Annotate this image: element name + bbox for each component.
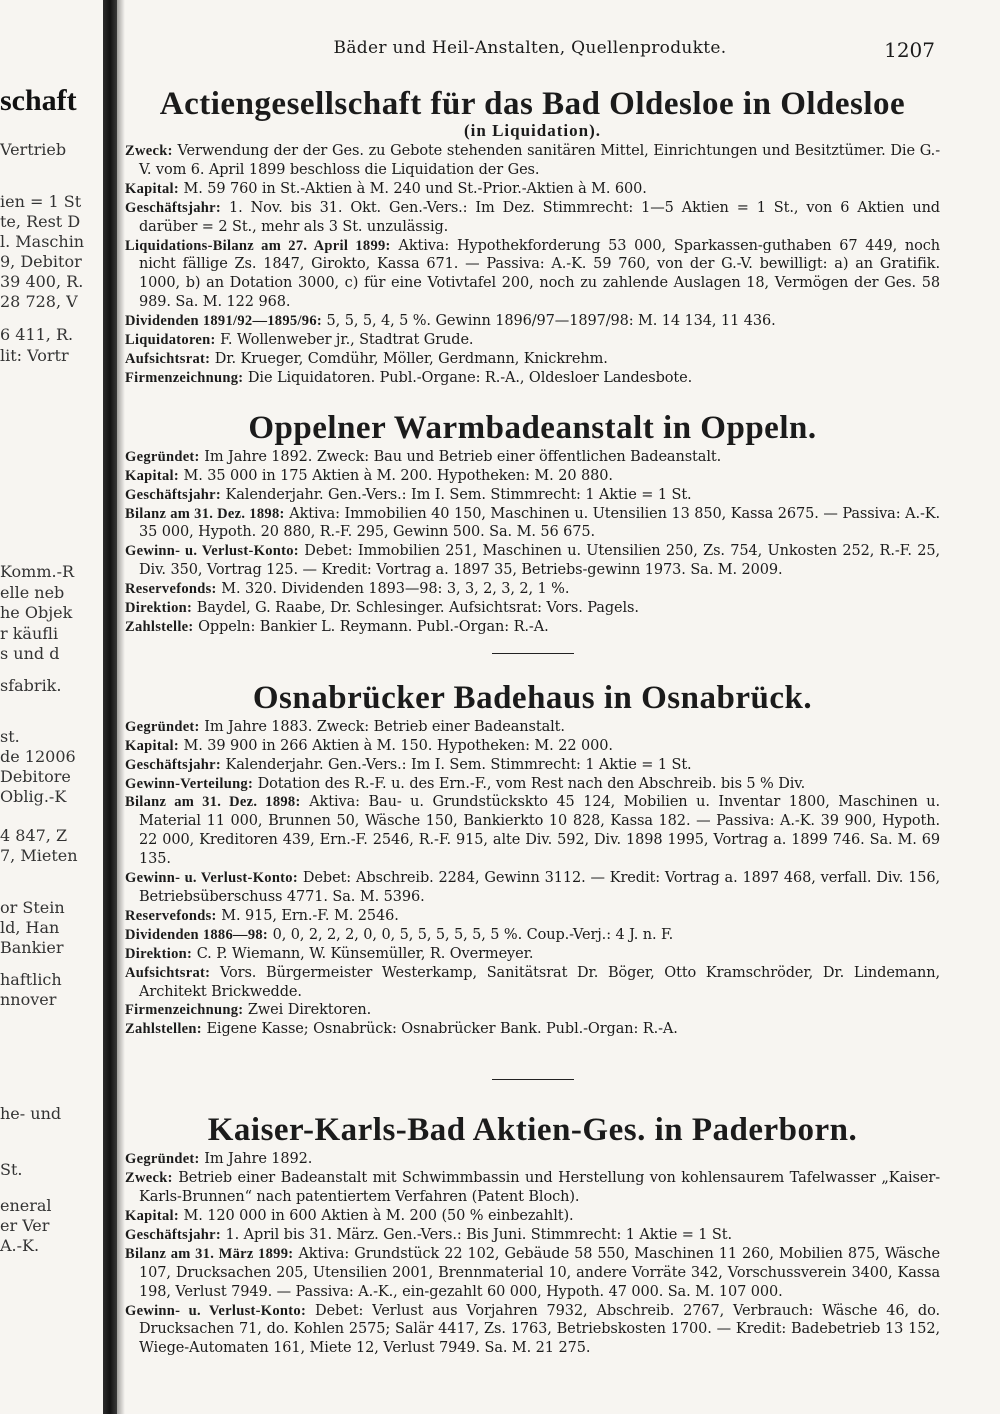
prev-page-fragment: ld, Han [0,918,60,937]
prev-page-fragment: 6 411, R. [0,325,74,344]
prev-page-fragment: he- und [0,1104,62,1123]
field-label: Geschäftsjahr: [125,1226,222,1243]
field-text: M. 915, Ern.-F. M. 2546. [221,907,399,924]
field-text: Oppeln: Bankier L. Reymann. Publ.-Organ: R.-A. [198,618,549,635]
company-field [125,467,940,486]
running-title: Bäder und Heil-Anstalten, Quellenprodukte. [333,38,727,58]
prev-page-fragment: or Stein [0,898,65,917]
field-label: Liquidatoren: [125,332,216,349]
company-field [125,775,940,794]
company-field [125,350,940,369]
field-label: Reservefonds: [125,581,217,598]
company-field [125,1150,940,1169]
company-field [125,448,940,467]
field-text: Im Jahre 1892. Zweck: Bau und Betrieb einer öffentlichen Badeanstalt. [204,448,722,465]
page-number: 1207 [884,38,935,62]
field-text: Dr. Krueger, Comdühr, Möller, Gerdmann, Knickrehm. [214,350,608,367]
gutter-shadow [117,0,125,1414]
field-text: C. P. Wiemann, W. Künsemüller, R. Overmeyer. [196,945,534,962]
company-field [125,542,940,580]
prev-page-fragment: l. Maschin [0,232,85,251]
field-label: Gewinn- u. Verlust-Konto: [125,543,299,560]
prev-page-fragment: s und d [0,644,60,663]
company-field [125,180,940,199]
company-field [125,945,940,964]
field-text: Aktiva: Hypothekforderung 53 000, Sparkassen-guthaben 67 449, noch nicht fällige Zs. 1847, Girokto, Kassa 671. — Passiva: A.-K. 59 760, von der G.-V. bewilligt: a) an Gratifik. 1000, b) an Dotation 3000, c) für eine Votivtafel 200, noch zu zahlende Auslagen 18, Vermögen der Ges. 58 989. Sa. M. 122 968. [139,237,941,311]
previous-page-margin [0,0,104,1414]
field-label: Gegründet: [125,718,200,735]
company-field [125,331,940,350]
company-field [125,1020,940,1039]
prev-page-fragment: he Objek [0,603,73,622]
field-text: M. 120 000 in 600 Aktien à M. 200 (50 % einbezahlt). [183,1207,574,1224]
prev-page-fragment: er Ver [0,1216,50,1235]
company-field [125,793,940,869]
field-text: Aktiva: Bau- u. Grundstückskto 45 124, Mobilien u. Inventar 1800, Maschinen u. Material 11 000, Brunnen 50, Wäsche 150, Bankierkto 10 828, Kassa 182. — Passiva: A.-K. 39 900, Hypoth. 22 000, Kreditoren 439, Ern.-F. 2546, R.-F. 915, alte Div. 592, Div. 1898 1995, Vortrag a. 1899 746. Sa. M. 69 135. [139,794,940,868]
field-text: Zwei Direktoren. [247,1002,372,1019]
company-field [125,1226,940,1245]
field-label: Firmenzeichnung: [125,1002,244,1019]
prev-page-fragment: Oblig.-K [0,787,67,806]
prev-page-fragment: Vertrieb [0,140,67,159]
field-label: Kapital: [125,180,179,197]
prev-page-fragment: 39 400, R. [0,272,84,291]
field-label: Zahlstellen: [125,1021,202,1038]
prev-page-fragment: A.-K. [0,1236,40,1255]
field-label: Firmenzeichnung: [125,369,244,386]
company-subtitle: (in Liquidation). [464,121,601,140]
company-field [125,1169,940,1207]
prev-page-fragment: 4 847, Z [0,826,68,845]
company-field [125,312,940,331]
field-text: Debet: Immobilien 251, Maschinen u. Utensilien 250, Zs. 754, Unkosten 252, R.-F. 25, Div. 350, Vortrag 125. — Kredit: Vortrag a. 1897 35, Betriebs-gewinn 1973. Sa. M. 2009. [139,543,940,579]
company-field [125,505,940,543]
field-text: 1. Nov. bis 31. Okt. Gen.-Vers.: Im Dez. Stimmrecht: 1—5 Aktien = 1 St., von 6 Aktien und darüber = 2 St., mehr als 3 St. unzulässig. [139,199,940,235]
prev-page-fragment: de 12006 [0,747,76,766]
field-label: Liquidations-Bilanz am 27. April 1899: [125,237,391,254]
prev-page-fragment: Debitore [0,767,71,786]
section-divider [492,1079,574,1080]
company-field [125,1207,940,1226]
field-text: Im Jahre 1892. [204,1151,313,1168]
field-text: Aktiva: Grundstück 22 102, Gebäude 58 550, Maschinen 11 260, Mobilien 875, Wäsche 107, Drucksachen 205, Utensilien 2001, Brennmaterial 10, andere Vorräte 342, Vorschussverein 3400, Kassa 198, Verlust 7949. — Passiva: A.-K., ein-gezahlt 60 000, Hypoth. 47 000. Sa. M. 107 000. [139,1245,940,1300]
field-label: Kapital: [125,737,179,754]
book-binding-gutter [103,0,117,1414]
company-entry [125,408,940,637]
page-header [125,38,935,64]
field-text: Baydel, G. Raabe, Dr. Schlesinger. Aufsichtsrat: Vors. Pagels. [196,600,639,617]
company-title: Kaiser-Karls-Bad Aktien-Ges. in Paderborn. [207,1112,858,1149]
field-label: Aufsichtsrat: [125,964,211,981]
field-text: M. 320. Dividenden 1893—98: 3, 3, 2, 3, 2, 1 %. [221,581,570,598]
prev-page-fragment: ien = 1 St [0,192,82,211]
field-label: Dividenden 1891/92—1895/96: [125,313,323,330]
field-label: Gewinn- u. Verlust-Konto: [125,870,298,887]
field-label: Geschäftsjahr: [125,756,222,773]
field-text: M. 35 000 in 175 Aktien à M. 200. Hypotheken: M. 20 880. [183,467,613,484]
field-label: Dividenden 1886—98: [125,926,269,943]
company-field [125,907,940,926]
company-title: Oppelner Warmbadeanstalt in Oppeln. [248,409,817,446]
prev-page-fragment: Komm.-R [0,562,75,581]
field-label: Zahlstelle: [125,618,194,635]
field-label: Gewinn- u. Verlust-Konto: [125,1302,307,1319]
company-entry [125,84,940,388]
field-label: Gegründet: [125,448,200,465]
field-text: Im Jahre 1883. Zweck: Betrieb einer Badeanstalt. [204,718,565,735]
company-field [125,580,940,599]
prev-page-fragment: eneral [0,1196,52,1215]
field-text: M. 39 900 in 266 Aktien à M. 150. Hypotheken: M. 22 000. [183,737,613,754]
field-label: Reservefonds: [125,907,217,924]
field-text: Vors. Bürgermeister Westerkamp, Sanitätsrat Dr. Böger, Otto Kramschröder, Dr. Lindemann, Architekt Brickwedde. [139,964,940,1000]
prev-page-fragment: st. [0,727,20,746]
field-label: Direktion: [125,945,193,962]
company-field [125,369,940,388]
field-label: Zweck: [125,143,173,159]
field-text: F. Wollenweber jr., Stadtrat Grude. [220,332,474,349]
field-text: Debet: Verlust aus Vorjahren 7932, Abschreib. 2767, Verbrauch: Wäsche 46, do. Drucksachen 71, do. Kohlen 2575; Salär 4417, Zs. 1763, Betriebskosten 1700. — Kredit: Badebetrieb 13 152, Wiege-Automaten 161, Miete 12, Verlust 7949. Sa. M. 21 275. [139,1302,940,1357]
field-text: 1. April bis 31. März. Gen.-Vers.: Bis Juni. Stimmrecht: 1 Aktie = 1 St. [225,1226,733,1243]
field-text: Verwendung der der Ges. zu Gebote stehenden sanitären Mittel, Einrichtungen und Besitztümer. Die G.-V. vom 6. April 1899 beschloss die Liquidation der Ges. [139,143,940,178]
field-text: Eigene Kasse; Osnabrück: Osnabrücker Bank. Publ.-Organ: R.-A. [206,1021,678,1038]
company-entry [125,678,940,1039]
field-text: 0, 0, 2, 2, 2, 0, 0, 5, 5, 5, 5, 5, 5 %. Coup.-Verj.: 4 J. n. F. [272,926,674,943]
company-field [125,926,940,945]
field-label: Bilanz am 31. Dez. 1898: [125,505,285,522]
company-field [125,737,940,756]
field-label: Gegründet: [125,1151,200,1168]
field-text: Debet: Abschreib. 2284, Gewinn 3112. — Kredit: Vortrag a. 1897 468, verfall. Div. 156, Betriebsüberschuss 4771. Sa. M. 5396. [139,870,941,905]
field-text: Aktiva: Immobilien 40 150, Maschinen u. Utensilien 13 850, Kassa 2675. — Passiva: A.-K. 35 000, Hypoth. 20 880, R.-F. 295, Gewinn 500. Sa. M. 56 675. [139,505,940,541]
field-label: Aufsichtsrat: [125,350,211,367]
prev-page-fragment: schaft [0,84,77,117]
field-text: 5, 5, 5, 4, 5 %. Gewinn 1896/97—1897/98: M. 14 134, 11 436. [326,313,776,330]
field-label: Geschäftsjahr: [125,199,222,216]
company-title: Actiengesellschaft für das Bad Oldesloe in Oldesloe [159,86,906,122]
prev-page-fragment: te, Rest D [0,212,81,231]
prev-page-fragment: 9, Debitor [0,252,82,271]
prev-page-fragment: 28 728, V [0,292,78,311]
prev-page-fragment: nnover [0,990,57,1009]
company-field [125,1302,940,1359]
field-label: Bilanz am 31. März 1899: [125,1245,294,1262]
prev-page-fragment: elle neb [0,583,65,602]
field-text: M. 59 760 in St.-Aktien à M. 240 und St.-Prior.-Aktien à M. 600. [183,180,647,197]
prev-page-fragment: r käufli [0,624,59,643]
field-label: Direktion: [125,600,193,617]
field-text: Dotation des R.-F. u. des Ern.-F., vom Rest nach den Abschreib. bis 5 % Div. [257,775,806,792]
company-field [125,599,940,618]
field-text: Kalenderjahr. Gen.-Vers.: Im I. Sem. Stimmrecht: 1 Aktie = 1 St. [225,486,692,503]
prev-page-fragment: lit: Vortr [0,346,69,365]
company-field [125,486,940,505]
company-field [125,142,940,180]
field-label: Gewinn-Verteilung: [125,775,254,792]
field-text: Kalenderjahr. Gen.-Vers.: Im I. Sem. Stimmrecht: 1 Aktie = 1 St. [225,756,692,773]
company-field [125,869,940,907]
page-content [125,80,940,1358]
company-field [125,618,940,637]
company-field [125,964,940,1002]
company-field [125,237,940,313]
field-text: Die Liquidatoren. Publ.-Organe: R.-A., Oldesloer Landesbote. [247,369,693,386]
company-title: Osnabrücker Badehaus in Osnabrück. [252,679,813,716]
field-label: Kapital: [125,1207,179,1224]
field-label: Zweck: [125,1170,173,1187]
prev-page-fragment: sfabrik. [0,676,62,695]
company-entry [125,1110,940,1358]
field-label: Geschäftsjahr: [125,486,222,503]
company-field [125,756,940,775]
field-text: Betrieb einer Badeanstalt mit Schwimmbassin und Herstellung von kohlensaurem Tafelwasser „Kaiser-Karls-Brunnen“ nach patentiertem Verfahren (Patent Bloch). [139,1170,941,1206]
field-label: Bilanz am 31. Dez. 1898: [125,794,301,811]
company-field [125,199,940,237]
company-field [125,1245,940,1302]
company-field [125,1001,940,1020]
prev-page-fragment: haftlich [0,970,62,989]
prev-page-fragment: St. [0,1160,23,1179]
section-divider [492,653,574,654]
prev-page-fragment: Bankier [0,938,64,957]
field-label: Kapital: [125,467,179,484]
prev-page-fragment: 7, Mieten [0,846,78,865]
company-field [125,718,940,737]
